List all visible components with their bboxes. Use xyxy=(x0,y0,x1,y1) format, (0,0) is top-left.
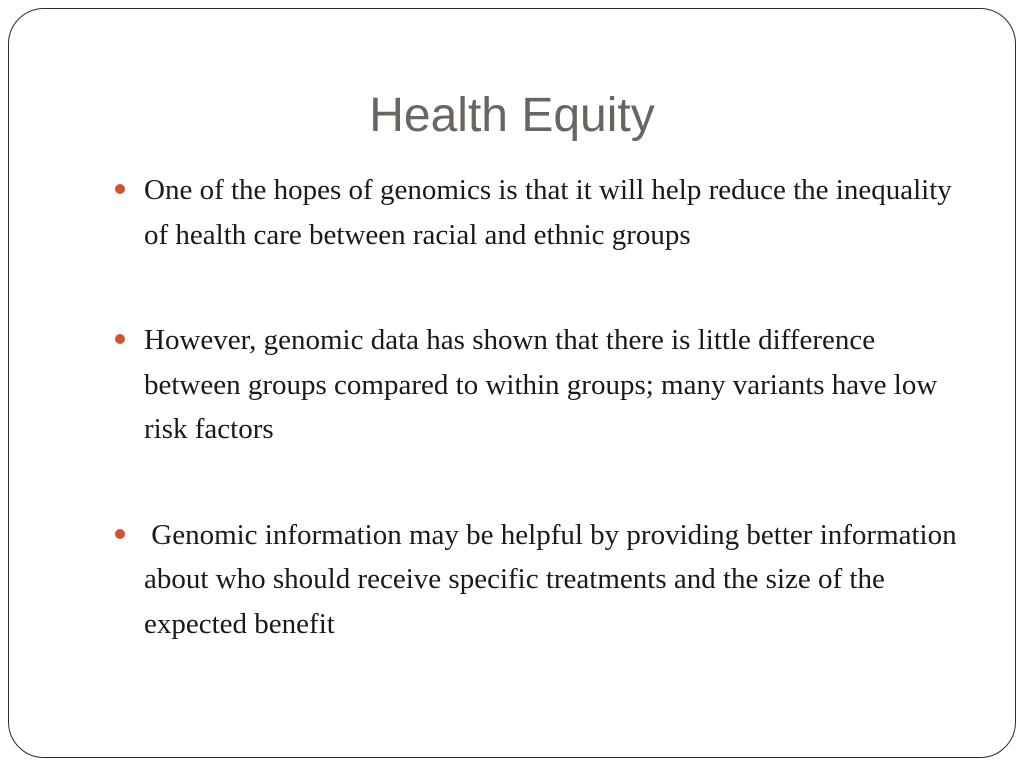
bullet-item xyxy=(110,168,970,257)
bullet-dot-icon xyxy=(115,184,125,194)
bullet-list xyxy=(110,168,970,707)
bullet-text: However, genomic data has shown that there is little difference between groups compared to within groups; many variants have low risk factors xyxy=(144,324,945,445)
slide-title: Health Equity xyxy=(369,89,655,142)
bullet-dot-icon xyxy=(115,334,125,344)
bullet-text: Genomic information may be helpful by providing better information about who should receive specific treatments and the size of the expected benefit xyxy=(144,518,964,640)
bullet-text: One of the hopes of genomics is that it will help reduce the inequality of health care between racial and ethnic groups xyxy=(144,174,960,251)
bullet-item xyxy=(110,318,970,452)
bullet-dot-icon xyxy=(115,529,125,539)
bullet-item xyxy=(110,513,970,647)
